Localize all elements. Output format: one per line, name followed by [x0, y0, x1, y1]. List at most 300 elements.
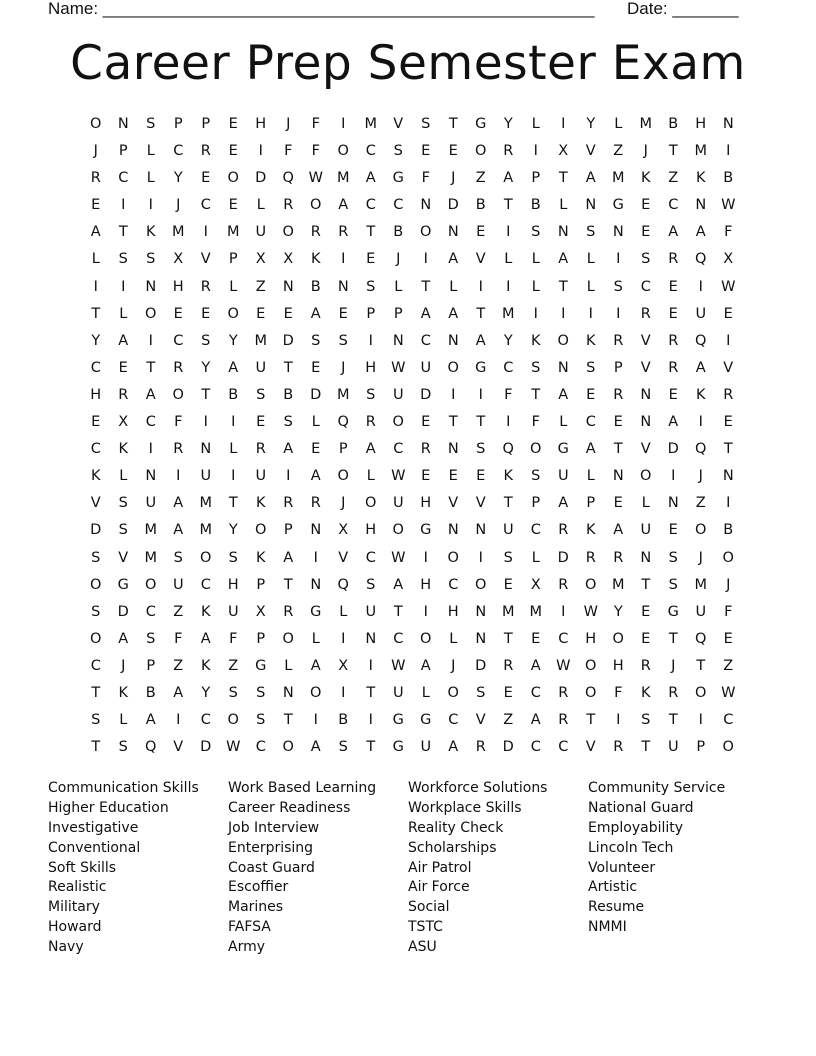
grid-letter: T: [366, 224, 376, 241]
grid-letter: U: [557, 468, 569, 485]
grid-letter: T: [613, 441, 623, 458]
grid-letter: O: [695, 522, 707, 539]
grid-letter: M: [611, 170, 625, 187]
grid-letter: K: [90, 468, 101, 485]
grid-letter: E: [531, 630, 541, 647]
grid-letter: M: [639, 116, 652, 132]
grid-letter: G: [392, 712, 404, 729]
grid-letter: N: [420, 197, 432, 214]
grid-letter: T: [283, 712, 293, 729]
grid-letter: A: [475, 332, 486, 349]
name-field-label: Name: ____________________________________________________: [48, 0, 595, 18]
grid-letter: Q: [695, 630, 707, 647]
grid-letter: H: [365, 522, 377, 539]
grid-letter: V: [640, 332, 651, 349]
grid-letter: T: [91, 684, 101, 701]
grid-letter: I: [561, 305, 566, 322]
grid-letter: A: [558, 495, 569, 512]
grid-letter: P: [613, 359, 623, 376]
grid-letter: N: [310, 522, 322, 539]
grid-letter: M: [199, 522, 212, 539]
grid-letter: D: [475, 657, 487, 674]
grid-letter: M: [501, 305, 515, 322]
grid-letter: C: [90, 657, 101, 674]
grid-letter: C: [585, 414, 596, 431]
grid-letter: E: [421, 468, 431, 485]
grid-letter: S: [641, 712, 651, 729]
grid-letter: S: [146, 116, 156, 132]
grid-letter: I: [561, 603, 566, 620]
grid-letter: U: [255, 359, 267, 376]
grid-letter: P: [283, 522, 293, 539]
grid-letter: U: [420, 739, 432, 756]
grid-letter: W: [391, 549, 406, 566]
word-list-item: Social: [408, 899, 450, 916]
grid-letter: A: [173, 495, 184, 512]
grid-letter: T: [668, 630, 678, 647]
grid-letter: B: [145, 684, 156, 701]
word-list-item: Higher Education: [48, 799, 169, 816]
grid-letter: H: [227, 576, 239, 593]
grid-letter: X: [118, 414, 129, 431]
grid-letter: I: [506, 278, 511, 295]
grid-letter: W: [391, 657, 406, 674]
word-list-item: Volunteer: [588, 859, 656, 876]
grid-letter: M: [611, 576, 625, 593]
grid-letter: D: [502, 739, 514, 756]
grid-letter: M: [171, 224, 185, 241]
grid-letter: J: [698, 468, 703, 485]
grid-letter: M: [199, 495, 212, 512]
grid-letter: O: [172, 386, 184, 403]
grid-letter: U: [392, 495, 404, 512]
grid-letter: F: [284, 143, 293, 160]
grid-letter: K: [530, 332, 541, 349]
grid-letter: I: [726, 495, 731, 512]
grid-row: [82, 138, 742, 165]
grid-letter: N: [145, 468, 157, 485]
grid-letter: N: [337, 278, 349, 295]
grid-letter: C: [173, 143, 184, 160]
grid-row: [82, 192, 742, 219]
grid-letter: Q: [337, 414, 349, 431]
grid-letter: O: [282, 224, 294, 241]
grid-letter: Z: [723, 657, 734, 674]
grid-letter: C: [393, 197, 404, 214]
grid-letter: C: [393, 630, 404, 647]
grid-letter: O: [90, 630, 102, 647]
grid-letter: O: [475, 576, 487, 593]
grid-letter: I: [148, 441, 153, 458]
grid-row: [82, 734, 742, 761]
grid-letter: I: [423, 549, 428, 566]
grid-letter: C: [420, 332, 431, 349]
grid-letter: N: [557, 224, 569, 241]
grid-letter: I: [93, 278, 98, 295]
grid-letter: M: [694, 576, 707, 593]
grid-row: [82, 165, 742, 192]
grid-letter: J: [451, 657, 456, 674]
grid-row: [82, 409, 742, 436]
grid-letter: K: [118, 441, 128, 458]
grid-letter: S: [668, 576, 678, 593]
word-list-item: Escoffier: [228, 879, 289, 896]
word-list-item: Job Interview: [228, 819, 320, 836]
grid-letter: D: [200, 739, 212, 756]
grid-letter: C: [558, 739, 569, 756]
grid-letter: Z: [503, 712, 514, 729]
word-list-item: Communication Skills: [48, 780, 199, 796]
grid-letter: P: [393, 305, 403, 322]
grid-letter: I: [698, 414, 703, 431]
grid-letter: E: [173, 305, 183, 322]
grid-letter: Q: [695, 251, 707, 268]
grid-letter: S: [366, 386, 376, 403]
grid-letter: I: [368, 657, 373, 674]
grid-letter: V: [475, 251, 486, 268]
grid-letter: S: [118, 522, 128, 539]
grid-letter: J: [176, 197, 181, 214]
grid-letter: E: [503, 576, 513, 593]
grid-letter: S: [256, 712, 266, 729]
grid-letter: T: [393, 603, 403, 620]
grid-letter: J: [286, 116, 291, 132]
grid-letter: W: [391, 468, 406, 485]
grid-letter: P: [201, 116, 211, 132]
grid-letter: N: [722, 468, 734, 485]
grid-letter: K: [145, 224, 156, 241]
grid-letter: A: [90, 224, 101, 241]
grid-letter: H: [172, 278, 184, 295]
grid-letter: L: [559, 197, 568, 214]
grid-letter: C: [90, 441, 101, 458]
grid-letter: C: [448, 712, 459, 729]
grid-letter: K: [695, 386, 706, 403]
grid-letter: E: [201, 305, 211, 322]
page-title: Career Prep Semester Exam: [70, 36, 746, 91]
grid-letter: O: [420, 630, 432, 647]
grid-letter: A: [310, 657, 321, 674]
grid-letter: E: [448, 143, 458, 160]
word-list-item: Army: [228, 939, 266, 956]
grid-letter: V: [173, 739, 184, 756]
grid-letter: W: [391, 359, 406, 376]
grid-letter: S: [256, 684, 266, 701]
grid-letter: S: [91, 549, 101, 566]
grid-letter: F: [421, 170, 430, 187]
grid-letter: R: [365, 414, 376, 431]
word-list-item: Enterprising: [228, 839, 314, 856]
grid-letter: S: [641, 251, 651, 268]
grid-letter: L: [146, 143, 155, 160]
word-list-item: Realistic: [48, 879, 107, 896]
grid-letter: C: [200, 576, 211, 593]
grid-letter: L: [311, 414, 320, 431]
grid-letter: S: [91, 603, 101, 620]
grid-letter: E: [311, 441, 321, 458]
grid-letter: W: [226, 739, 241, 756]
grid-letter: D: [447, 197, 459, 214]
grid-letter: P: [118, 143, 128, 160]
grid-letter: O: [145, 576, 157, 593]
grid-letter: A: [558, 386, 569, 403]
grid-letter: U: [392, 684, 404, 701]
grid-letter: S: [613, 278, 623, 295]
grid-letter: T: [146, 359, 156, 376]
grid-letter: V: [585, 143, 596, 160]
grid-letter: H: [585, 630, 597, 647]
grid-letter: A: [503, 170, 514, 187]
grid-letter: C: [668, 197, 679, 214]
word-list-item: Military: [48, 899, 100, 916]
grid-letter: E: [723, 414, 733, 431]
word-list-item: Lincoln Tech: [588, 839, 674, 856]
grid-letter: N: [282, 684, 294, 701]
grid-letter: Y: [503, 116, 513, 132]
grid-letter: G: [475, 116, 487, 132]
grid-letter: I: [478, 549, 483, 566]
grid-letter: O: [282, 739, 294, 756]
grid-letter: B: [530, 197, 541, 214]
grid-letter: L: [641, 495, 650, 512]
grid-letter: E: [723, 305, 733, 322]
grid-letter: O: [145, 305, 157, 322]
grid-letter: O: [585, 576, 597, 593]
grid-letter: F: [531, 414, 540, 431]
grid-letter: A: [448, 305, 459, 322]
grid-letter: P: [228, 251, 238, 268]
grid-letter: A: [448, 739, 459, 756]
grid-letter: C: [640, 278, 651, 295]
grid-letter: I: [231, 414, 236, 431]
grid-letter: H: [420, 576, 432, 593]
word-list-item: Reality Check: [408, 819, 504, 836]
grid-letter: S: [366, 278, 376, 295]
grid-letter: E: [91, 414, 101, 431]
grid-letter: T: [558, 170, 568, 187]
grid-letter: P: [366, 305, 376, 322]
grid-row: [82, 680, 742, 707]
grid-letter: E: [641, 197, 651, 214]
grid-letter: T: [668, 143, 678, 160]
word-column: [588, 779, 768, 938]
grid-letter: C: [530, 739, 541, 756]
grid-letter: Y: [613, 603, 623, 620]
grid-letter: S: [173, 549, 183, 566]
grid-letter: R: [475, 739, 486, 756]
grid-letter: N: [447, 332, 459, 349]
grid-letter: M: [144, 522, 157, 539]
grid-letter: I: [533, 305, 538, 322]
grid-letter: P: [696, 739, 706, 756]
grid-letter: N: [640, 549, 652, 566]
grid-letter: L: [531, 116, 540, 132]
grid-letter: E: [668, 522, 678, 539]
grid-letter: I: [616, 251, 621, 268]
grid-letter: V: [338, 549, 349, 566]
grid-letter: Q: [337, 576, 349, 593]
grid-letter: K: [585, 522, 596, 539]
grid-letter: H: [90, 386, 102, 403]
grid-letter: V: [200, 251, 211, 268]
grid-letter: P: [531, 170, 541, 187]
grid-letter: L: [421, 684, 430, 701]
grid-letter: U: [255, 468, 267, 485]
grid-row: [82, 382, 742, 409]
grid-letter: M: [226, 224, 240, 241]
grid-letter: I: [203, 224, 208, 241]
grid-letter: F: [614, 684, 623, 701]
grid-letter: N: [365, 630, 377, 647]
grid-letter: I: [286, 468, 291, 485]
grid-letter: A: [118, 332, 129, 349]
grid-letter: Z: [173, 657, 184, 674]
grid-letter: T: [366, 684, 376, 701]
grid-letter: Q: [695, 332, 707, 349]
word-list-item: Air Patrol: [408, 859, 472, 876]
word-list-item: TSTC: [408, 919, 443, 936]
grid-letter: H: [365, 359, 377, 376]
grid-letter: I: [561, 116, 566, 132]
grid-letter: I: [231, 468, 236, 485]
grid-letter: T: [558, 278, 568, 295]
grid-letter: M: [694, 143, 707, 160]
grid-letter: L: [119, 305, 128, 322]
grid-letter: M: [501, 603, 515, 620]
grid-letter: A: [448, 251, 459, 268]
grid-letter: W: [721, 684, 736, 701]
grid-letter: K: [640, 170, 651, 187]
grid-letter: D: [667, 441, 679, 458]
grid-letter: T: [503, 630, 513, 647]
grid-letter: A: [118, 630, 129, 647]
grid-letter: S: [118, 495, 128, 512]
grid-letter: R: [200, 278, 211, 295]
grid-letter: I: [203, 414, 208, 431]
grid-letter: U: [667, 739, 679, 756]
grid-letter: A: [338, 197, 349, 214]
grid-letter: F: [174, 630, 183, 647]
grid-letter: S: [91, 712, 101, 729]
grid-letter: S: [338, 739, 348, 756]
grid-letter: T: [696, 657, 706, 674]
grid-row: [82, 355, 742, 382]
grid-letter: D: [90, 522, 102, 539]
grid-letter: C: [255, 739, 266, 756]
grid-letter: C: [200, 197, 211, 214]
grid-letter: G: [392, 739, 404, 756]
grid-letter: R: [668, 684, 679, 701]
word-list-item: Artistic: [588, 879, 638, 896]
grid-letter: E: [668, 386, 678, 403]
grid-letter: R: [173, 359, 184, 376]
grid-letter: L: [229, 278, 238, 295]
grid-letter: S: [146, 630, 156, 647]
word-list-item: Coast Guard: [228, 859, 315, 876]
grid-letter: L: [586, 251, 595, 268]
grid-letter: V: [640, 441, 651, 458]
grid-letter: R: [723, 386, 734, 403]
grid-letter: E: [118, 359, 128, 376]
grid-letter: U: [200, 468, 212, 485]
grid-letter: Y: [228, 522, 238, 539]
grid-letter: D: [282, 332, 294, 349]
grid-letter: D: [117, 603, 129, 620]
grid-letter: R: [640, 305, 651, 322]
grid-letter: B: [393, 224, 404, 241]
grid-letter: R: [613, 386, 624, 403]
grid-letter: A: [310, 305, 321, 322]
grid-letter: W: [583, 603, 598, 620]
grid-letter: K: [255, 549, 266, 566]
grid-letter: E: [283, 305, 293, 322]
grid-letter: B: [723, 170, 734, 187]
grid-letter: R: [613, 549, 624, 566]
grid-letter: Y: [201, 359, 211, 376]
grid-letter: V: [90, 495, 101, 512]
grid-letter: Z: [228, 657, 239, 674]
grid-letter: E: [256, 414, 266, 431]
grid-letter: T: [91, 305, 101, 322]
grid-letter: R: [283, 197, 294, 214]
word-list-item: Investigative: [48, 819, 139, 836]
grid-letter: E: [613, 495, 623, 512]
grid-letter: E: [448, 468, 458, 485]
grid-letter: F: [174, 414, 183, 431]
grid-letter: I: [341, 630, 346, 647]
grid-letter: O: [585, 657, 597, 674]
grid-letter: H: [695, 116, 707, 132]
grid-letter: A: [200, 630, 211, 647]
grid-letter: M: [144, 549, 157, 566]
grid-letter: X: [338, 522, 349, 539]
grid-letter: Z: [475, 170, 486, 187]
grid-letter: I: [313, 712, 318, 729]
grid-letter: L: [91, 251, 100, 268]
grid-letter: U: [145, 495, 157, 512]
grid-letter: D: [255, 170, 267, 187]
grid-letter: I: [726, 332, 731, 349]
grid-letter: Z: [613, 143, 624, 160]
grid-letter: I: [506, 414, 511, 431]
grid-letter: M: [336, 386, 350, 403]
grid-letter: I: [616, 305, 621, 322]
grid-letter: I: [726, 143, 731, 160]
grid-letter: S: [393, 143, 403, 160]
grid-letter: A: [420, 657, 431, 674]
grid-letter: E: [256, 305, 266, 322]
grid-letter: J: [671, 657, 676, 674]
grid-letter: F: [504, 386, 513, 403]
grid-letter: R: [255, 441, 266, 458]
word-list-item: Marines: [228, 899, 284, 916]
grid-letter: I: [588, 305, 593, 322]
grid-letter: W: [308, 170, 323, 187]
grid-letter: O: [227, 170, 239, 187]
grid-letter: B: [668, 116, 679, 132]
grid-letter: E: [586, 386, 596, 403]
grid-letter: K: [255, 495, 266, 512]
grid-row: [82, 626, 742, 653]
grid-letter: W: [721, 197, 736, 214]
grid-letter: X: [283, 251, 294, 268]
grid-letter: P: [338, 441, 348, 458]
grid-letter: S: [668, 549, 678, 566]
grid-letter: C: [173, 332, 184, 349]
grid-letter: T: [366, 739, 376, 756]
grid-letter: T: [503, 495, 513, 512]
grid-letter: T: [448, 414, 458, 431]
